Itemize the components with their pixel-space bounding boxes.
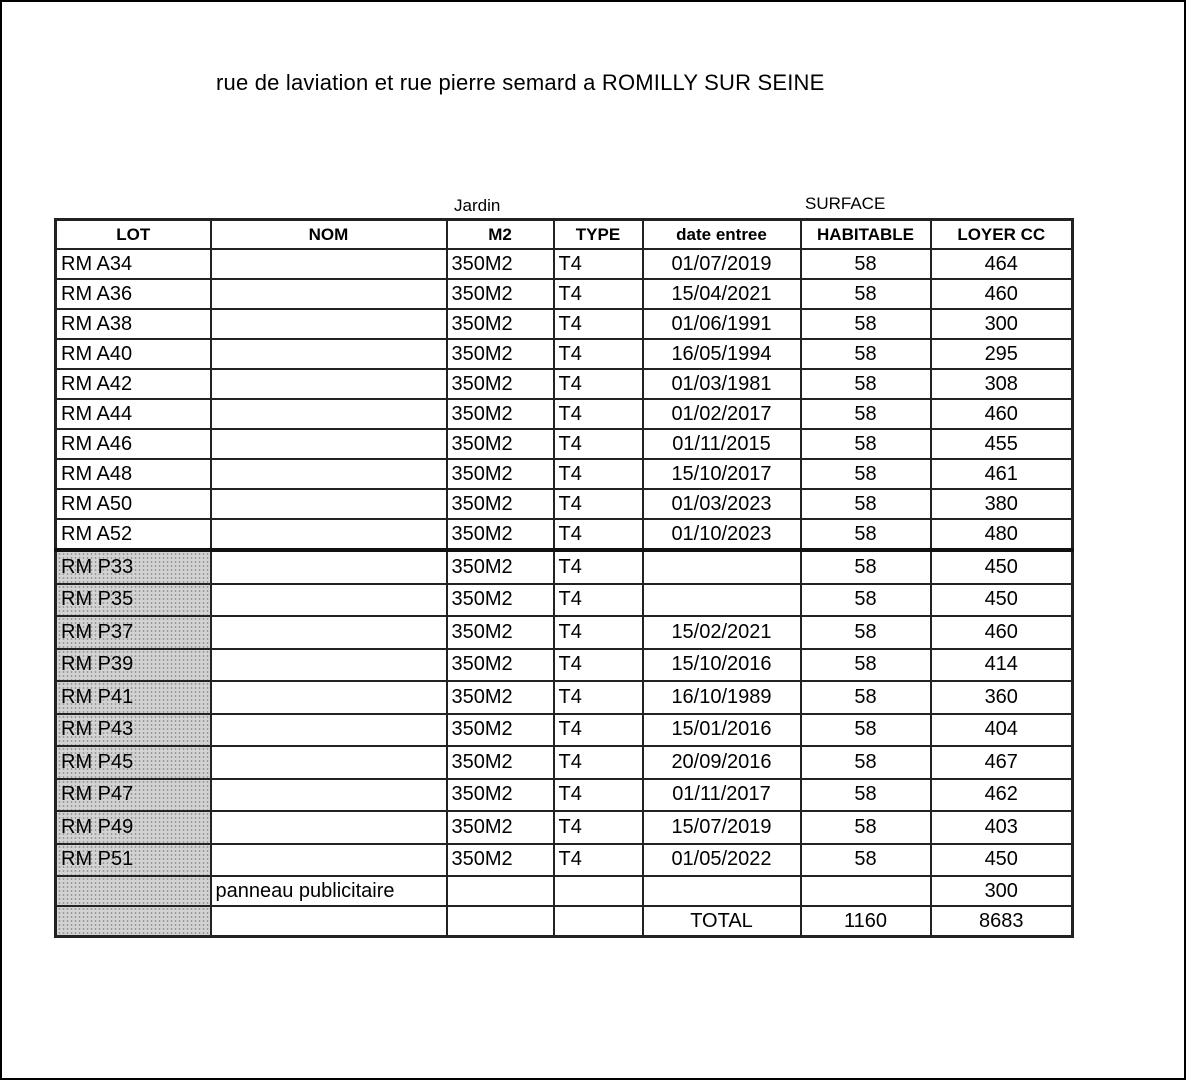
cell-type: T4 <box>554 746 643 779</box>
cell-loyer: 461 <box>931 459 1073 489</box>
table-row <box>56 811 1073 844</box>
cell-loyer: 462 <box>931 779 1073 812</box>
cell-lot: RM A50 <box>56 489 211 519</box>
cell-nom <box>211 811 447 844</box>
table-row <box>56 369 1073 399</box>
total-nom-cell <box>211 906 447 937</box>
cell-type: T4 <box>554 811 643 844</box>
cell-habitable: 58 <box>801 616 931 649</box>
header-type: TYPE <box>554 220 643 250</box>
cell-habitable: 58 <box>801 779 931 812</box>
cell-type: T4 <box>554 399 643 429</box>
table-row <box>56 746 1073 779</box>
header-date: date entree <box>643 220 801 250</box>
cell-date: 01/11/2015 <box>643 429 801 459</box>
cell-loyer: 295 <box>931 339 1073 369</box>
cell-date: 01/06/1991 <box>643 309 801 339</box>
total-label: TOTAL <box>643 906 801 937</box>
cell-nom <box>211 714 447 747</box>
cell-habitable: 58 <box>801 811 931 844</box>
table-row <box>56 249 1073 279</box>
header-lot: LOT <box>56 220 211 250</box>
cell-nom <box>211 779 447 812</box>
cell-type: T4 <box>554 649 643 682</box>
table-row <box>56 616 1073 649</box>
cell-date: 15/07/2019 <box>643 811 801 844</box>
cell-loyer: 460 <box>931 279 1073 309</box>
cell-m2: 350M2 <box>447 681 554 714</box>
cell-lot: RM A48 <box>56 459 211 489</box>
cell-m2: 350M2 <box>447 550 554 584</box>
cell-habitable: 58 <box>801 746 931 779</box>
cell-lot: RM P35 <box>56 584 211 617</box>
cell-loyer: 464 <box>931 249 1073 279</box>
cell-date: 15/01/2016 <box>643 714 801 747</box>
table-row <box>56 399 1073 429</box>
table-row <box>56 309 1073 339</box>
cell-lot: RM P43 <box>56 714 211 747</box>
cell-type: T4 <box>554 489 643 519</box>
table-row <box>56 459 1073 489</box>
cell-lot: RM P41 <box>56 681 211 714</box>
cell-nom <box>211 399 447 429</box>
cell-habitable: 58 <box>801 584 931 617</box>
cell-type: T4 <box>554 279 643 309</box>
cell-nom <box>211 519 447 550</box>
cell-loyer: 460 <box>931 616 1073 649</box>
cell-habitable: 58 <box>801 429 931 459</box>
cell-lot: RM A38 <box>56 309 211 339</box>
cell-lot: RM A44 <box>56 399 211 429</box>
header-m2: M2 <box>447 220 554 250</box>
cell-lot: RM P51 <box>56 844 211 877</box>
cell-loyer: 460 <box>931 399 1073 429</box>
cell-loyer: 300 <box>931 309 1073 339</box>
cell-lot: RM A52 <box>56 519 211 550</box>
cell-nom <box>211 459 447 489</box>
cell-lot: RM P45 <box>56 746 211 779</box>
cell-date: 20/09/2016 <box>643 746 801 779</box>
cell-type: T4 <box>554 616 643 649</box>
cell-date <box>643 584 801 617</box>
cell-date: 15/10/2016 <box>643 649 801 682</box>
cell-type: T4 <box>554 844 643 877</box>
cell-type: T4 <box>554 249 643 279</box>
cell-m2: 350M2 <box>447 399 554 429</box>
table-row <box>56 649 1073 682</box>
cell-type: T4 <box>554 339 643 369</box>
cell-date: 01/10/2023 <box>643 519 801 550</box>
extra-row <box>56 876 1073 906</box>
cell-m2: 350M2 <box>447 459 554 489</box>
cell-date: 01/11/2017 <box>643 779 801 812</box>
extra-hab <box>801 876 931 906</box>
table-row <box>56 550 1073 584</box>
cell-habitable: 58 <box>801 844 931 877</box>
total-lot-cell <box>56 906 211 937</box>
cell-habitable: 58 <box>801 550 931 584</box>
cell-nom <box>211 681 447 714</box>
cell-nom <box>211 429 447 459</box>
extra-date <box>643 876 801 906</box>
cell-lot: RM P39 <box>56 649 211 682</box>
cell-nom <box>211 249 447 279</box>
cell-type: T4 <box>554 459 643 489</box>
cell-loyer: 414 <box>931 649 1073 682</box>
cell-type: T4 <box>554 429 643 459</box>
cell-type: T4 <box>554 309 643 339</box>
cell-loyer: 308 <box>931 369 1073 399</box>
extra-m2 <box>447 876 554 906</box>
jardin-super-header: Jardin <box>454 196 501 215</box>
cell-nom <box>211 489 447 519</box>
cell-habitable: 58 <box>801 279 931 309</box>
cell-lot: RM P37 <box>56 616 211 649</box>
table-row <box>56 339 1073 369</box>
cell-lot: RM P33 <box>56 550 211 584</box>
surface-super-header: SURFACE <box>805 194 886 213</box>
extra-lot <box>56 876 211 906</box>
cell-habitable: 58 <box>801 309 931 339</box>
header-habitable: HABITABLE <box>801 220 931 250</box>
total-habitable: 1160 <box>801 906 931 937</box>
cell-habitable: 58 <box>801 681 931 714</box>
cell-nom <box>211 649 447 682</box>
cell-lot: RM A36 <box>56 279 211 309</box>
cell-m2: 350M2 <box>447 249 554 279</box>
cell-m2: 350M2 <box>447 746 554 779</box>
table-row <box>56 519 1073 550</box>
cell-nom <box>211 279 447 309</box>
cell-type: T4 <box>554 584 643 617</box>
header-nom: NOM <box>211 220 447 250</box>
cell-nom <box>211 844 447 877</box>
cell-lot: RM A40 <box>56 339 211 369</box>
page-title: rue de laviation et rue pierre semard a ROMILLY SUR SEINE <box>216 70 825 95</box>
cell-habitable: 58 <box>801 249 931 279</box>
cell-date: 15/10/2017 <box>643 459 801 489</box>
cell-type: T4 <box>554 779 643 812</box>
table-row <box>56 714 1073 747</box>
cell-lot: RM A34 <box>56 249 211 279</box>
table-row <box>56 844 1073 877</box>
rent-roll-table <box>54 218 1074 938</box>
table-header-row <box>56 220 1073 250</box>
cell-m2: 350M2 <box>447 584 554 617</box>
cell-type: T4 <box>554 369 643 399</box>
table-body <box>56 249 1073 876</box>
cell-date: 15/04/2021 <box>643 279 801 309</box>
cell-date: 16/10/1989 <box>643 681 801 714</box>
cell-habitable: 58 <box>801 519 931 550</box>
cell-date: 01/02/2017 <box>643 399 801 429</box>
cell-date: 01/03/1981 <box>643 369 801 399</box>
cell-habitable: 58 <box>801 399 931 429</box>
cell-loyer: 360 <box>931 681 1073 714</box>
cell-date: 01/03/2023 <box>643 489 801 519</box>
table-row <box>56 681 1073 714</box>
extra-type <box>554 876 643 906</box>
cell-habitable: 58 <box>801 459 931 489</box>
cell-loyer: 403 <box>931 811 1073 844</box>
cell-date: 01/05/2022 <box>643 844 801 877</box>
cell-date: 16/05/1994 <box>643 339 801 369</box>
cell-loyer: 450 <box>931 844 1073 877</box>
cell-m2: 350M2 <box>447 489 554 519</box>
cell-habitable: 58 <box>801 339 931 369</box>
cell-loyer: 455 <box>931 429 1073 459</box>
total-loyer: 8683 <box>931 906 1073 937</box>
cell-m2: 350M2 <box>447 811 554 844</box>
cell-type: T4 <box>554 681 643 714</box>
cell-habitable: 58 <box>801 489 931 519</box>
cell-loyer: 450 <box>931 584 1073 617</box>
cell-lot: RM P47 <box>56 779 211 812</box>
cell-m2: 350M2 <box>447 309 554 339</box>
cell-m2: 350M2 <box>447 429 554 459</box>
cell-nom <box>211 550 447 584</box>
cell-type: T4 <box>554 714 643 747</box>
cell-m2: 350M2 <box>447 714 554 747</box>
cell-m2: 350M2 <box>447 339 554 369</box>
cell-m2: 350M2 <box>447 844 554 877</box>
cell-date: 01/07/2019 <box>643 249 801 279</box>
cell-type: T4 <box>554 519 643 550</box>
cell-nom <box>211 369 447 399</box>
cell-loyer: 380 <box>931 489 1073 519</box>
total-m2-cell <box>447 906 554 937</box>
table-row <box>56 779 1073 812</box>
cell-lot: RM A42 <box>56 369 211 399</box>
cell-lot: RM P49 <box>56 811 211 844</box>
cell-m2: 350M2 <box>447 519 554 550</box>
cell-loyer: 404 <box>931 714 1073 747</box>
table-row <box>56 279 1073 309</box>
total-row <box>56 906 1073 937</box>
cell-date <box>643 550 801 584</box>
cell-nom <box>211 746 447 779</box>
header-loyer: LOYER CC <box>931 220 1073 250</box>
cell-m2: 350M2 <box>447 649 554 682</box>
extra-loyer: 300 <box>931 876 1073 906</box>
table-row <box>56 429 1073 459</box>
cell-type: T4 <box>554 550 643 584</box>
cell-date: 15/02/2021 <box>643 616 801 649</box>
cell-m2: 350M2 <box>447 369 554 399</box>
cell-habitable: 58 <box>801 714 931 747</box>
cell-nom <box>211 309 447 339</box>
extra-nom: panneau publicitaire <box>211 876 447 906</box>
cell-loyer: 467 <box>931 746 1073 779</box>
cell-m2: 350M2 <box>447 616 554 649</box>
cell-lot: RM A46 <box>56 429 211 459</box>
cell-nom <box>211 584 447 617</box>
cell-loyer: 480 <box>931 519 1073 550</box>
cell-habitable: 58 <box>801 649 931 682</box>
cell-m2: 350M2 <box>447 279 554 309</box>
cell-habitable: 58 <box>801 369 931 399</box>
cell-m2: 350M2 <box>447 779 554 812</box>
table-row <box>56 489 1073 519</box>
cell-nom <box>211 339 447 369</box>
cell-nom <box>211 616 447 649</box>
table-row <box>56 584 1073 617</box>
total-type-cell <box>554 906 643 937</box>
cell-loyer: 450 <box>931 550 1073 584</box>
